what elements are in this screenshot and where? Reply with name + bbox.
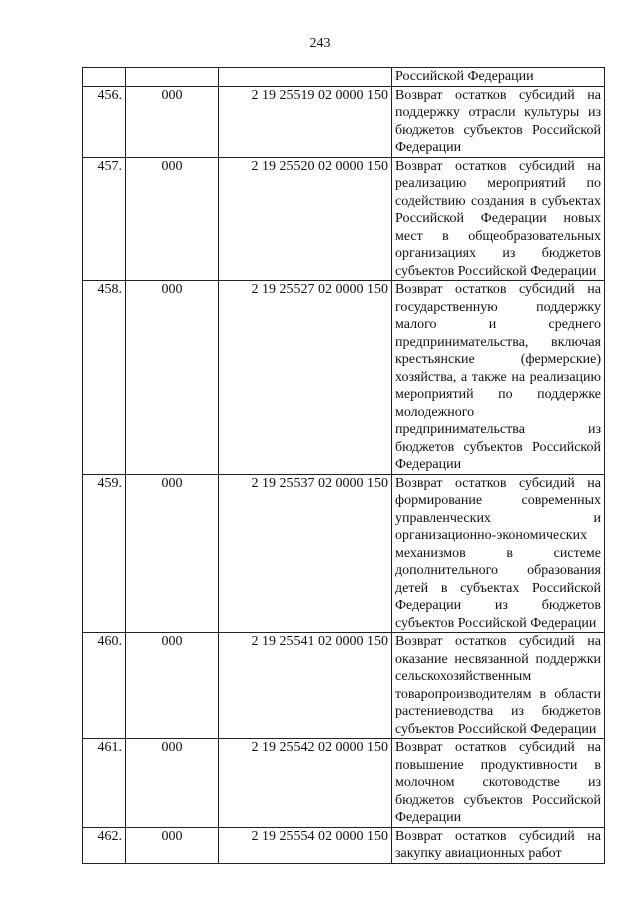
budget-classification-code: 2 19 25542 02 0000 150 [219,739,392,828]
income-name: Возврат остатков субсидий на закупку авиационных работ [392,827,605,863]
row-number: 462. [83,827,126,863]
budget-classification-code: 2 19 25519 02 0000 150 [219,86,392,157]
row-number [83,68,126,87]
income-name: Возврат остатков субсидий на оказание несвязанной поддержки сельскохозяйственным товаропроизводителям в области растениеводства из бюджетов субъектов Российской Федерации [392,633,605,739]
budget-code-table [82,67,605,864]
admin-code: 000 [126,86,219,157]
table-row [83,474,605,633]
income-name: Возврат остатков субсидий на реализацию мероприятий по содействию создания в субъектах Российской Федерации новых мест в общеобразовательных организациях из бюджетов субъектов Российской Федерации [392,157,605,281]
row-number: 460. [83,633,126,739]
table-row [83,86,605,157]
income-name: Возврат остатков субсидий на государственную поддержку малого и среднего предпринимательства, включая крестьянские (фермерские) хозяйства, а также на реализацию мероприятий по поддержке молодежного предпринимательства из бюджетов субъектов Российской Федерации [392,281,605,475]
admin-code: 000 [126,157,219,281]
row-number: 461. [83,739,126,828]
admin-code: 000 [126,633,219,739]
admin-code [126,68,219,87]
admin-code: 000 [126,474,219,633]
income-name: Возврат остатков субсидий на повышение продуктивности в молочном скотоводстве из бюджетов субъектов Российской Федерации [392,739,605,828]
table-row [83,281,605,475]
table-row [83,157,605,281]
row-number: 457. [83,157,126,281]
budget-classification-code [219,68,392,87]
row-number: 456. [83,86,126,157]
admin-code: 000 [126,827,219,863]
budget-classification-code: 2 19 25554 02 0000 150 [219,827,392,863]
admin-code: 000 [126,281,219,475]
budget-classification-code: 2 19 25520 02 0000 150 [219,157,392,281]
budget-classification-code: 2 19 25537 02 0000 150 [219,474,392,633]
table-row [83,633,605,739]
budget-classification-code: 2 19 25527 02 0000 150 [219,281,392,475]
income-name: Возврат остатков субсидий на поддержку отрасли культуры из бюджетов субъектов Российской Федерации [392,86,605,157]
income-name: Возврат остатков субсидий на формирование современных управленческих и организационно-экономических механизмов в системе дополнительного образования детей в субъектах Российской Федерации из бюджетов субъектов Российской Федерации [392,474,605,633]
table-row [83,68,605,87]
income-name: Российской Федерации [392,68,605,87]
row-number: 459. [83,474,126,633]
table-row [83,827,605,863]
table-row [83,739,605,828]
budget-classification-code: 2 19 25541 02 0000 150 [219,633,392,739]
admin-code: 000 [126,739,219,828]
page-number: 243 [309,36,331,51]
row-number: 458. [83,281,126,475]
